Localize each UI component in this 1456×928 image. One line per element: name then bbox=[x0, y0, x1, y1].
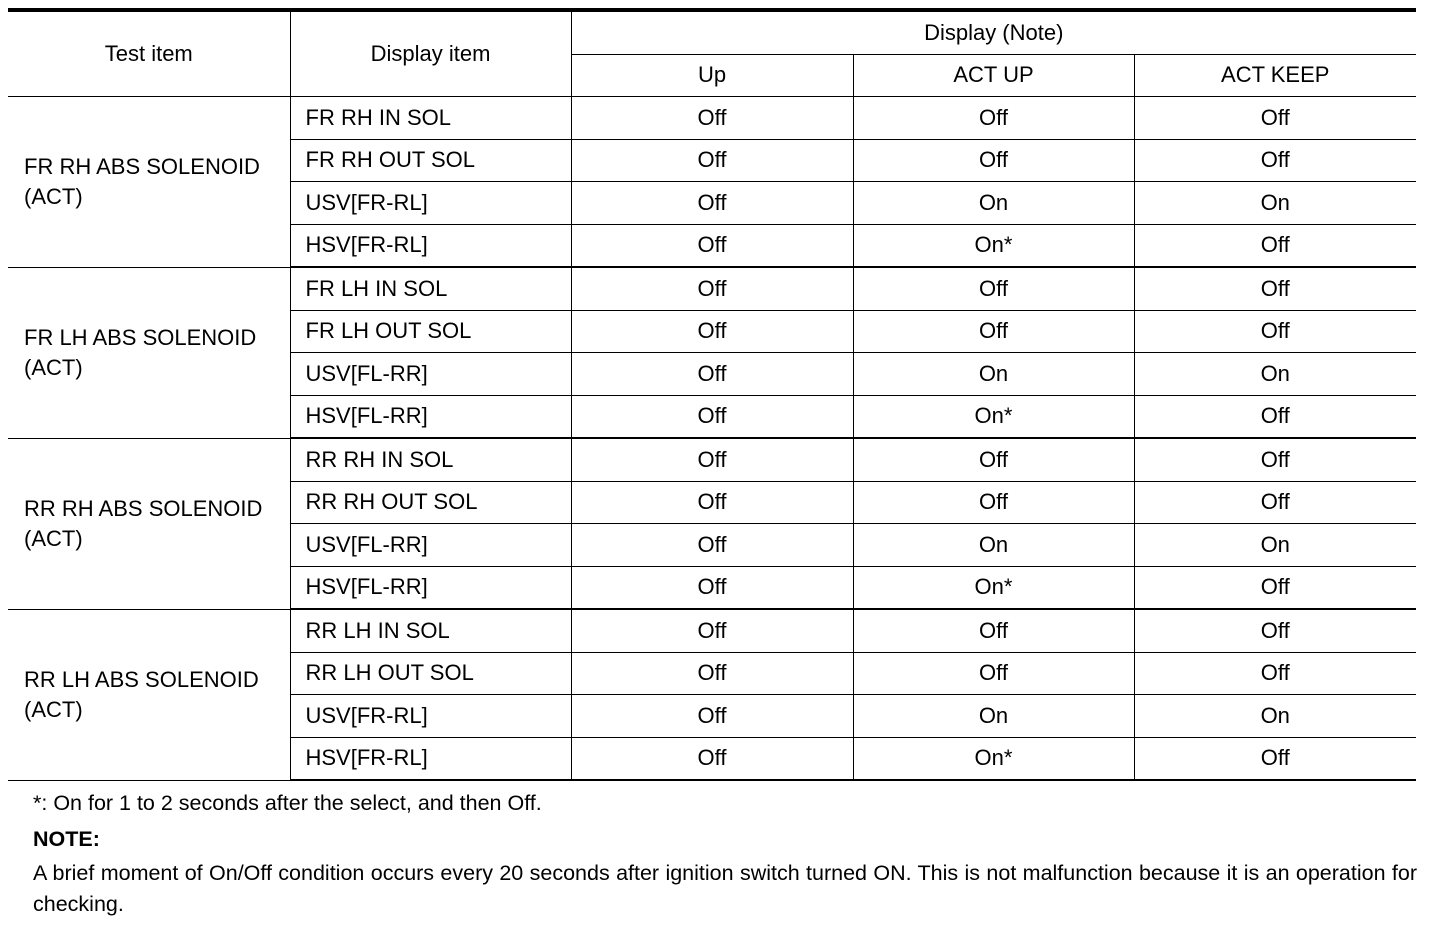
up-value-cell: Off bbox=[571, 353, 853, 396]
up-value-cell: Off bbox=[571, 481, 853, 524]
display-item-cell: FR LH OUT SOL bbox=[290, 310, 571, 353]
act-keep-value-cell: Off bbox=[1134, 609, 1416, 652]
display-item-cell: USV[FL-RR] bbox=[290, 524, 571, 567]
display-item-cell: HSV[FL-RR] bbox=[290, 395, 571, 438]
act-up-value-cell: On* bbox=[853, 224, 1134, 267]
display-item-cell: RR LH OUT SOL bbox=[290, 652, 571, 695]
act-up-value-cell: On* bbox=[853, 395, 1134, 438]
act-up-value-cell: On* bbox=[853, 737, 1134, 780]
up-value-cell: Off bbox=[571, 566, 853, 609]
up-value-cell: Off bbox=[571, 438, 853, 481]
up-value-cell: Off bbox=[571, 737, 853, 780]
act-up-value-cell: Off bbox=[853, 267, 1134, 310]
act-keep-value-cell: On bbox=[1134, 524, 1416, 567]
act-up-value-cell: On* bbox=[853, 566, 1134, 609]
display-item-cell: USV[FL-RR] bbox=[290, 353, 571, 396]
act-up-value-cell: Off bbox=[853, 438, 1134, 481]
display-item-cell: FR LH IN SOL bbox=[290, 267, 571, 310]
act-keep-value-cell: Off bbox=[1134, 652, 1416, 695]
header-display-note: Display (Note) bbox=[571, 10, 1416, 54]
act-keep-value-cell: Off bbox=[1134, 224, 1416, 267]
act-keep-value-cell: Off bbox=[1134, 139, 1416, 182]
header-act-keep: ACT KEEP bbox=[1134, 54, 1416, 97]
table-row bbox=[8, 609, 1416, 652]
display-item-cell: FR RH IN SOL bbox=[290, 97, 571, 140]
table-row bbox=[8, 97, 1416, 140]
act-up-value-cell: On bbox=[853, 695, 1134, 738]
display-item-cell: USV[FR-RL] bbox=[290, 182, 571, 225]
display-item-cell: RR RH IN SOL bbox=[290, 438, 571, 481]
table-body bbox=[8, 97, 1416, 781]
note-heading: NOTE: bbox=[33, 827, 100, 851]
up-value-cell: Off bbox=[571, 267, 853, 310]
act-keep-value-cell: Off bbox=[1134, 481, 1416, 524]
display-item-cell: RR LH IN SOL bbox=[290, 609, 571, 652]
act-keep-value-cell: On bbox=[1134, 182, 1416, 225]
act-up-value-cell: On bbox=[853, 182, 1134, 225]
up-value-cell: Off bbox=[571, 139, 853, 182]
act-up-value-cell: On bbox=[853, 524, 1134, 567]
act-up-value-cell: Off bbox=[853, 310, 1134, 353]
act-keep-value-cell: On bbox=[1134, 353, 1416, 396]
up-value-cell: Off bbox=[571, 310, 853, 353]
act-up-value-cell: Off bbox=[853, 609, 1134, 652]
display-item-cell: RR RH OUT SOL bbox=[290, 481, 571, 524]
display-item-cell: HSV[FL-RR] bbox=[290, 566, 571, 609]
header-test-item: Test item bbox=[8, 10, 290, 97]
test-item-cell: FR LH ABS SOLENOID (ACT) bbox=[8, 267, 290, 438]
act-keep-value-cell: Off bbox=[1134, 267, 1416, 310]
up-value-cell: Off bbox=[571, 652, 853, 695]
act-keep-value-cell: Off bbox=[1134, 310, 1416, 353]
note-text: A brief moment of On/Off condition occurs every 20 seconds after ignition switch turned ON. This is not malfunction because it is an operation for checking. bbox=[33, 861, 1417, 916]
test-item-cell: RR RH ABS SOLENOID (ACT) bbox=[8, 438, 290, 609]
up-value-cell: Off bbox=[571, 97, 853, 140]
display-item-cell: HSV[FR-RL] bbox=[290, 224, 571, 267]
act-keep-value-cell: On bbox=[1134, 695, 1416, 738]
act-up-value-cell: Off bbox=[853, 139, 1134, 182]
test-item-cell: RR LH ABS SOLENOID (ACT) bbox=[8, 609, 290, 780]
up-value-cell: Off bbox=[571, 524, 853, 567]
act-up-value-cell: Off bbox=[853, 652, 1134, 695]
up-value-cell: Off bbox=[571, 609, 853, 652]
solenoid-display-table bbox=[8, 8, 1416, 781]
test-item-cell: FR RH ABS SOLENOID (ACT) bbox=[8, 97, 290, 268]
act-up-value-cell: On bbox=[853, 353, 1134, 396]
up-value-cell: Off bbox=[571, 695, 853, 738]
table-row bbox=[8, 267, 1416, 310]
display-item-cell: FR RH OUT SOL bbox=[290, 139, 571, 182]
up-value-cell: Off bbox=[571, 182, 853, 225]
act-keep-value-cell: Off bbox=[1134, 737, 1416, 780]
up-value-cell: Off bbox=[571, 224, 853, 267]
header-up: Up bbox=[571, 54, 853, 97]
display-item-cell: HSV[FR-RL] bbox=[290, 737, 571, 780]
act-keep-value-cell: Off bbox=[1134, 395, 1416, 438]
act-keep-value-cell: Off bbox=[1134, 438, 1416, 481]
act-keep-value-cell: Off bbox=[1134, 566, 1416, 609]
act-up-value-cell: Off bbox=[853, 97, 1134, 140]
header-display-item: Display item bbox=[290, 10, 571, 97]
act-up-value-cell: Off bbox=[853, 481, 1134, 524]
notes-section bbox=[33, 788, 1417, 920]
up-value-cell: Off bbox=[571, 395, 853, 438]
table-row bbox=[8, 438, 1416, 481]
footnote: *: On for 1 to 2 seconds after the select, and then Off. bbox=[33, 791, 542, 815]
header-act-up: ACT UP bbox=[853, 54, 1134, 97]
act-keep-value-cell: Off bbox=[1134, 97, 1416, 140]
header-row-top bbox=[8, 10, 1416, 54]
display-item-cell: USV[FR-RL] bbox=[290, 695, 571, 738]
